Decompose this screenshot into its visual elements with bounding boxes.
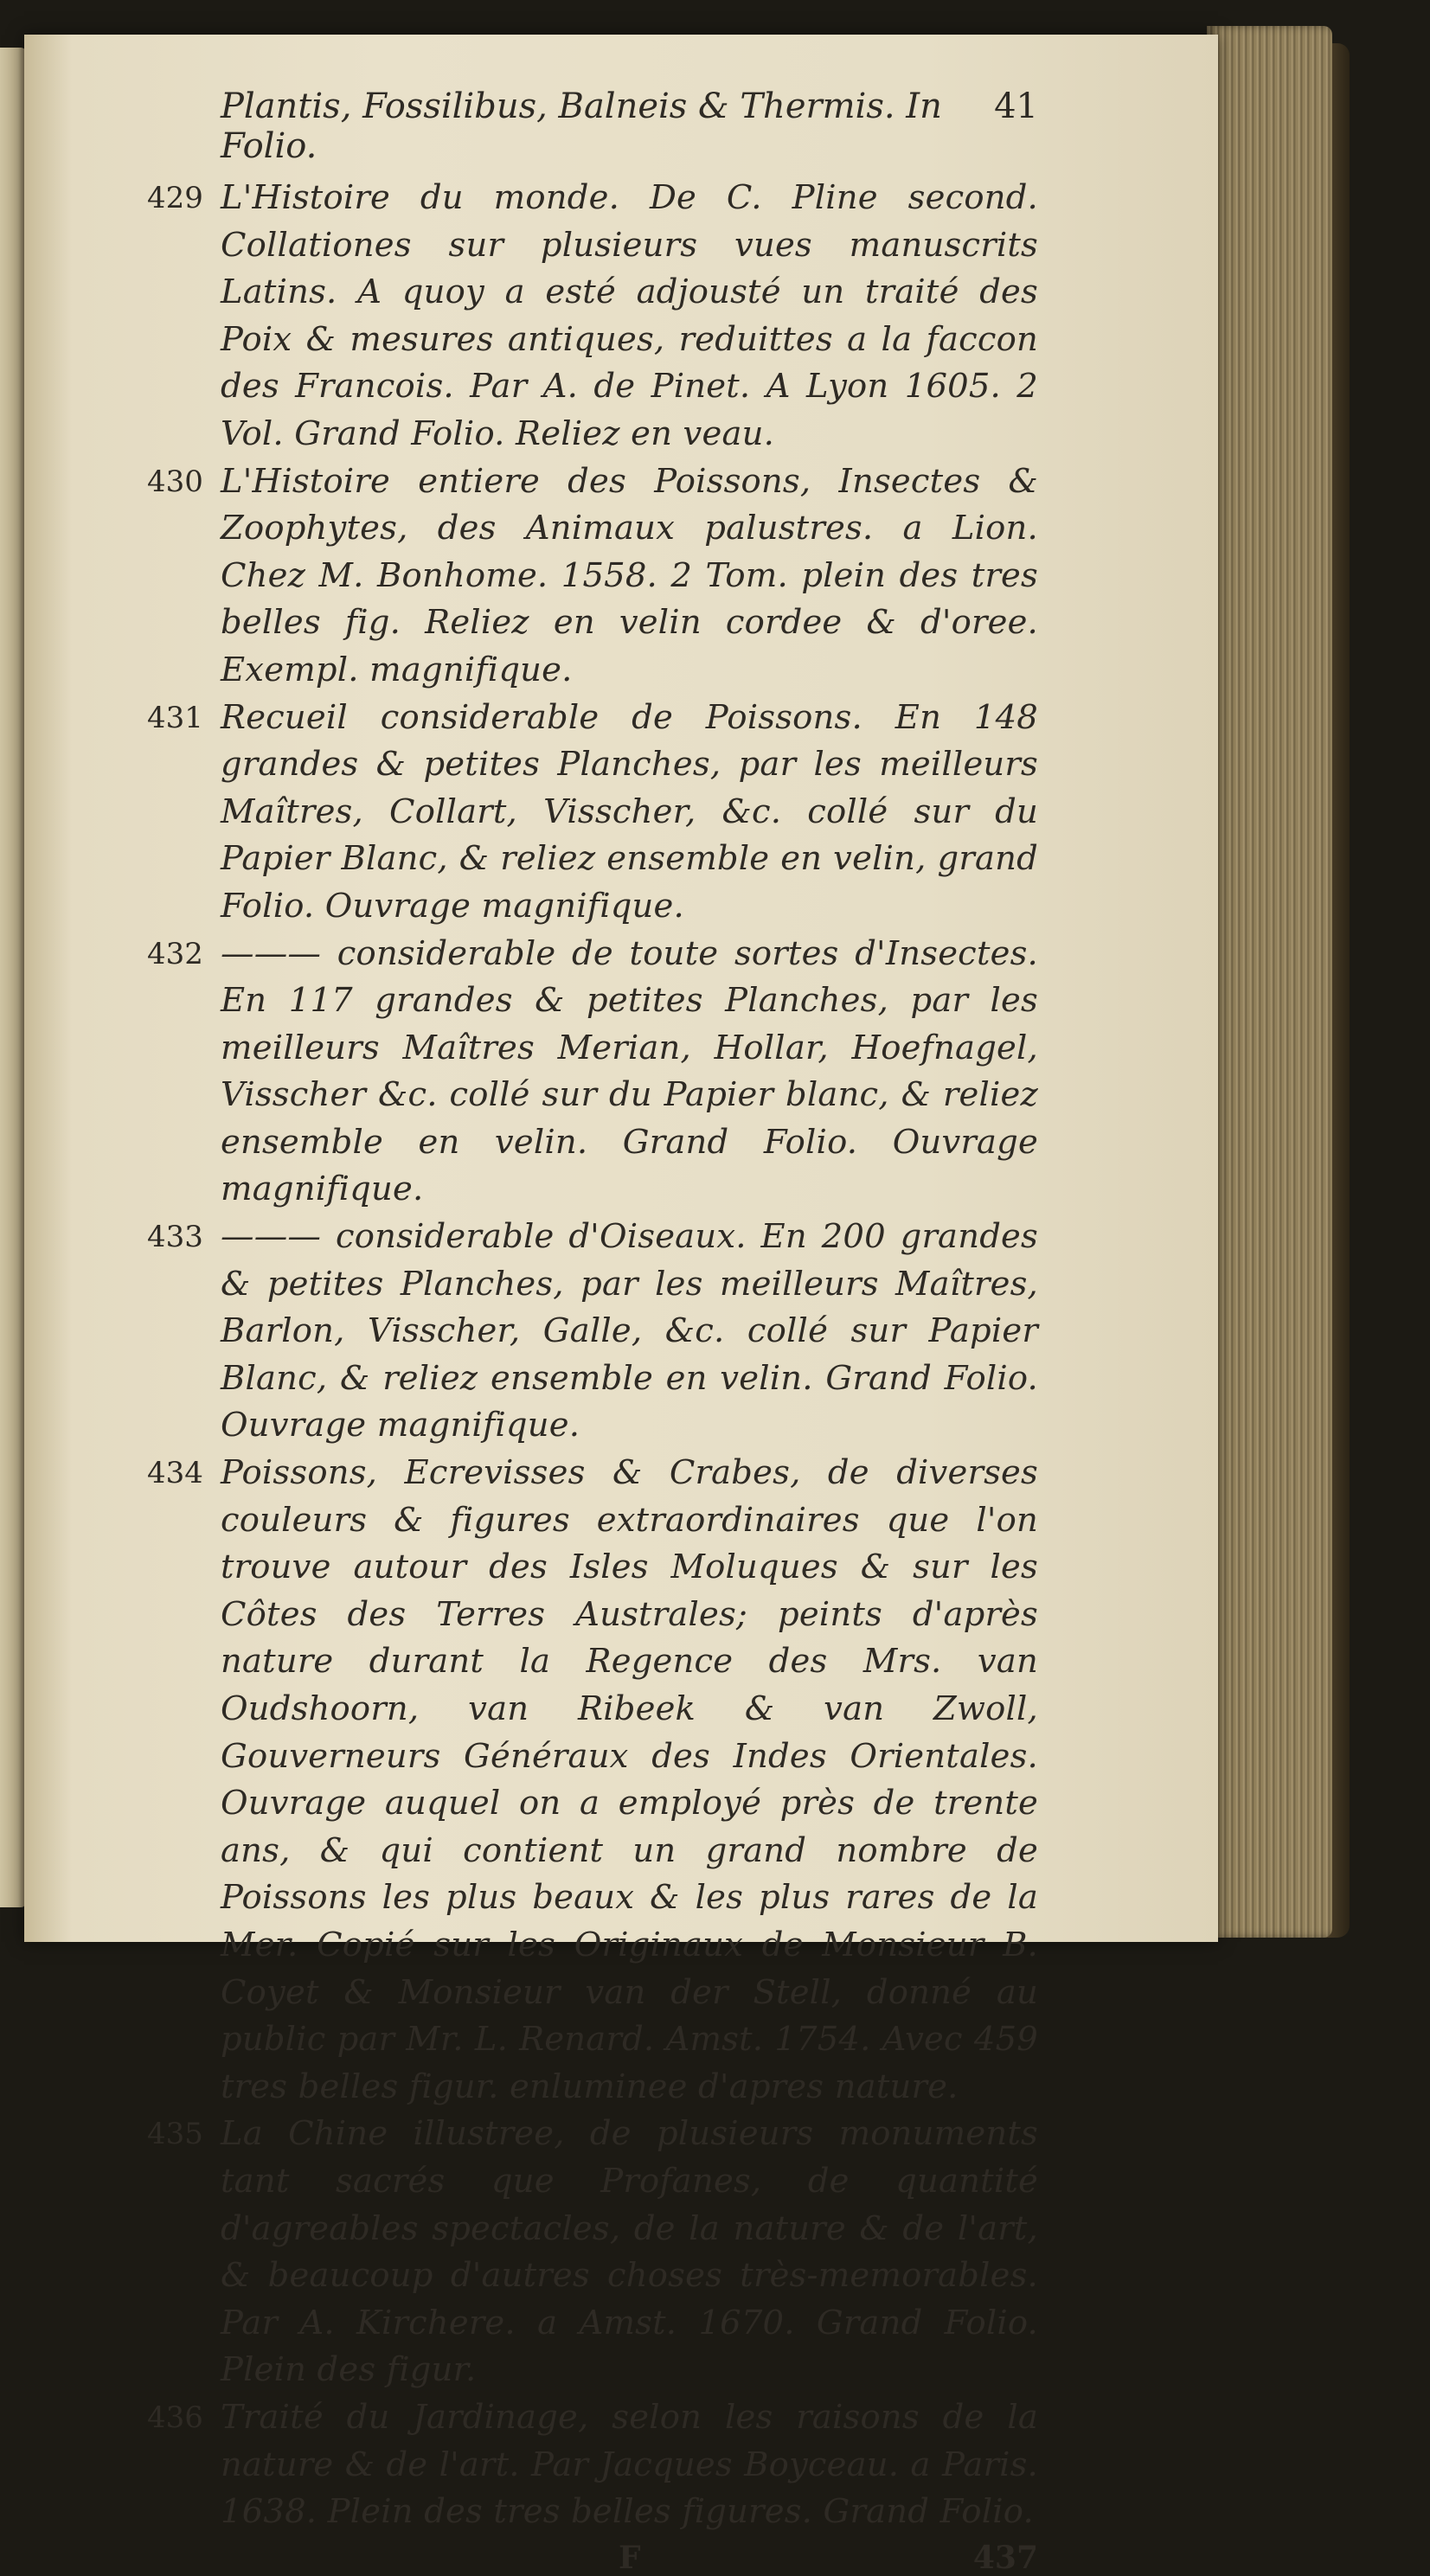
running-head-title: Plantis, Fossilibus, Balneis & Thermis. In Folio. (221, 87, 942, 166)
lot-number: 435 (147, 2117, 203, 2152)
lot-number: 436 (147, 2400, 203, 2435)
entry-text: La Chine illustree, de plusieurs monuments tant sacrés que Profanes, de quantité d'agreables spectacles, de la nature & de l'art, & beaucoup d'autres choses très-memorables. Par A. Kirchere. a Amst. 1670. Grand Folio. Plein des figur. (221, 2114, 1038, 2390)
lot-number: 432 (147, 936, 203, 971)
lot-number: 433 (147, 1220, 203, 1255)
catalog-entry (147, 2394, 1038, 2536)
catalog-entry (147, 931, 1038, 1214)
catalog-entry (147, 1450, 1038, 2111)
running-head (147, 87, 1038, 166)
catalog-entry (147, 175, 1038, 458)
catalog-entry (147, 2111, 1038, 2394)
lot-number: 431 (147, 700, 203, 735)
catalog-entry (147, 458, 1038, 695)
catchword: 437 (972, 2539, 1038, 2576)
catalog-entry (147, 695, 1038, 931)
entry-text: Poissons, Ecrevisses & Crabes, de diverses couleurs & figures extraordinaires que l'on trouve autour des Isles Moluques & sur les Côtes des Terres Australes; peints d'après nature durant la Regence des Mrs. van Oudshoorn, van Ribeek & van Zwoll, Gouverneurs Généraux des Indes Orientales. Ouvrage auquel on a employé près de trente ans, & qui contient un grand nombre de Poissons les plus beaux & les plus rares de la Mer. Copié sur les Originaux de Monsieur B. Coyet & Monsieur van der Stell, donné au public par Mr. L. Renard. Amst. 1754. Avec 459 tres belles figur. enluminee d'apres nature. (221, 1453, 1038, 2106)
entry-text: L'Histoire du monde. De C. Pline second. Collationes sur plusieurs vues manuscrits Latins. A quoy a esté adjousté un traité des Poix & mesures antiques, reduittes a la faccon des Francois. Par A. de Pinet. A Lyon 1605. 2 Vol. Grand Folio. Reliez en veau. (221, 178, 1038, 453)
book-fore-edge (1207, 26, 1332, 1938)
lot-number: 430 (147, 464, 203, 499)
page-footer (147, 2540, 1038, 2576)
page-number: 41 (994, 87, 1038, 126)
lot-number: 429 (147, 181, 203, 215)
signature-mark: F (619, 2539, 641, 2576)
catalog-entry (147, 1214, 1038, 1450)
entry-text: ——— considerable d'Oiseaux. En 200 grandes & petites Planches, par les meilleurs Maîtres, Barlon, Visscher, Galle, &c. collé sur Papier Blanc, & reliez ensemble en velin. Grand Folio. Ouvrage magnifique. (221, 1217, 1038, 1445)
entry-text: L'Histoire entiere des Poissons, Insectes & Zoophytes, des Animaux palustres. a Lion. Chez M. Bonhome. 1558. 2 Tom. plein des tres belles fig. Reliez en velin cordee & d'oree. Exempl. magnifique. (221, 461, 1038, 689)
page-text (147, 87, 1038, 2576)
entry-text: ——— considerable de toute sortes d'Insectes. En 117 grandes & petites Planches, par les meilleurs Maîtres Merian, Hollar, Hoefnagel, Visscher &c. collé sur du Papier blanc, & reliez ensemble en velin. Grand Folio. Ouvrage magnifique. (221, 933, 1038, 1209)
entry-text: Recueil considerable de Poissons. En 148 grandes & petites Planches, par les meilleurs Maîtres, Collart, Visscher, &c. collé sur du Papier Blanc, & reliez ensemble en velin, grand Folio. Ouvrage magnifique. (221, 697, 1038, 926)
left-page-edge (0, 48, 26, 1907)
entry-text: Traité du Jardinage, selon les raisons de la nature & de l'art. Par Jacques Boyceau. a Paris. 1638. Plein des tres belles figures. Grand Folio. (221, 2397, 1038, 2532)
lot-number: 434 (147, 1456, 203, 1491)
